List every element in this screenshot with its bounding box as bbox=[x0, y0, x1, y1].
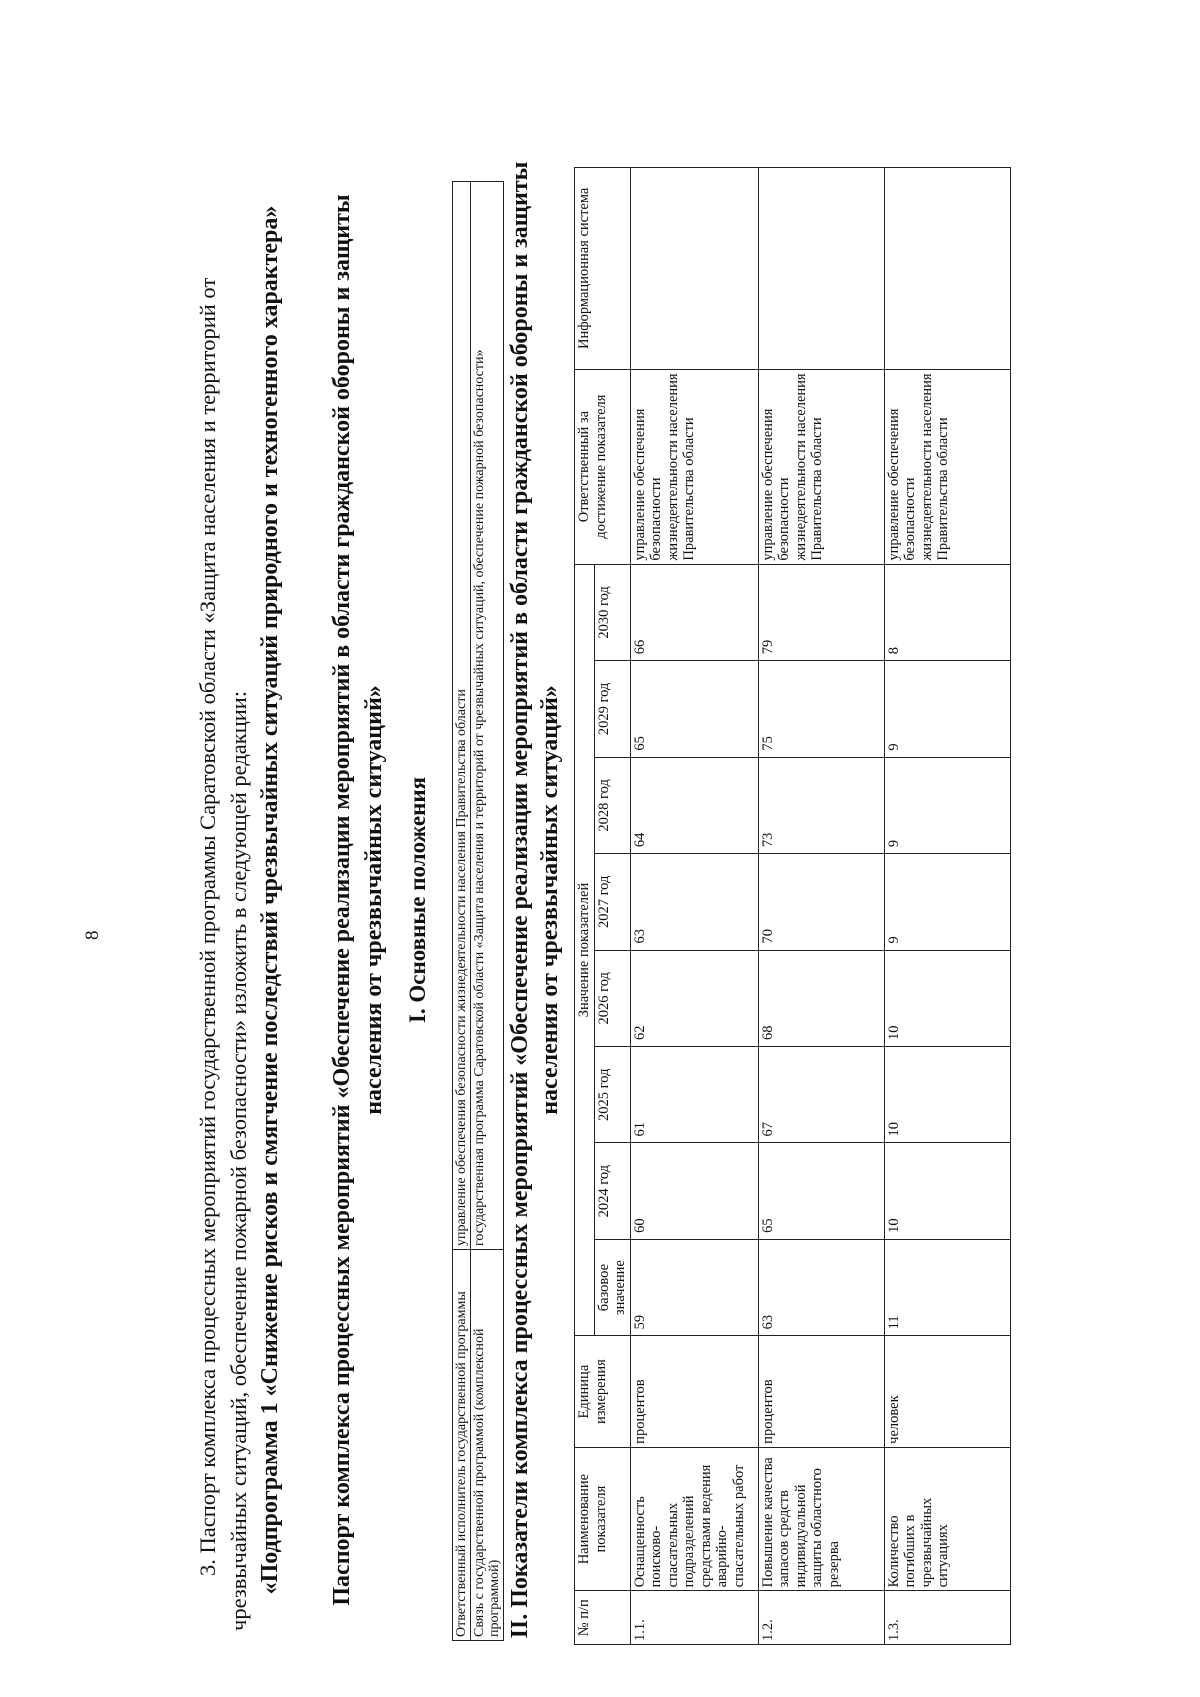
row-name: Оснащенность поисково-спасательных подразделений средствами ведения аварийно-спасательных работ bbox=[630, 1447, 758, 1591]
row-responsible: управление обеспечения безопасности жизнедеятельности населения Правительства области bbox=[758, 369, 884, 564]
row-value: 67 bbox=[758, 1047, 884, 1143]
row-unit: человек bbox=[884, 1336, 1010, 1447]
row-value: 8 bbox=[884, 564, 1010, 661]
row-value: 68 bbox=[758, 950, 884, 1046]
header-name: Наименование показателя bbox=[575, 1447, 631, 1591]
row-value: 62 bbox=[630, 950, 758, 1046]
row-num: 1.2. bbox=[758, 1591, 884, 1645]
page-number: 8 bbox=[82, 930, 103, 940]
row-info-system bbox=[884, 168, 1010, 370]
row-value: 73 bbox=[758, 757, 884, 853]
basics-key: Ответственный исполнитель государственной программы bbox=[453, 1250, 471, 1641]
row-value: 65 bbox=[758, 1143, 884, 1239]
header-year: 2026 год bbox=[594, 950, 630, 1046]
row-num: 1.3. bbox=[884, 1591, 1010, 1645]
table-header-row bbox=[575, 168, 595, 1645]
table-row bbox=[471, 182, 504, 1641]
row-value: 64 bbox=[630, 757, 758, 853]
row-value: 9 bbox=[884, 661, 1010, 757]
row-info-system bbox=[630, 168, 758, 370]
row-value: 63 bbox=[630, 854, 758, 950]
header-year: 2024 год bbox=[594, 1143, 630, 1239]
header-base: базовое значение bbox=[594, 1239, 630, 1335]
row-unit: процентов bbox=[630, 1336, 758, 1447]
row-base: 11 bbox=[884, 1239, 1010, 1335]
header-year: 2028 год bbox=[594, 757, 630, 853]
row-name: Повышение качества запасов средств индивидуальной защиты областного резерва bbox=[758, 1447, 884, 1591]
header-year: 2030 год bbox=[594, 564, 630, 661]
row-responsible: управление обеспечения безопасности жизнедеятельности населения Правительства области bbox=[884, 369, 1010, 564]
row-responsible: управление обеспечения безопасности жизнедеятельности населения Правительства области bbox=[630, 369, 758, 564]
table-row bbox=[884, 168, 1010, 1645]
basics-key: Связь с государственной программой (комплексной программой) bbox=[471, 1250, 504, 1641]
header-values-group: Значение показателей bbox=[575, 564, 595, 1336]
row-info-system bbox=[758, 168, 884, 370]
row-value: 75 bbox=[758, 661, 884, 757]
indicators-table bbox=[574, 167, 1011, 1645]
row-unit: процентов bbox=[758, 1336, 884, 1447]
table-row bbox=[758, 168, 884, 1645]
basics-table bbox=[452, 181, 504, 1641]
row-value: 10 bbox=[884, 1047, 1010, 1143]
passport-title: Паспорт комплекса процессных мероприятий «Обеспечение реализации мероприятий в области гражданской обороны и защиты населения от чрезвычайных ситуаций» bbox=[329, 194, 387, 1606]
header-responsible: Ответственный за достижение показателя bbox=[575, 369, 631, 564]
basics-value: управление обеспечения безопасности жизнедеятельности населения Правительства области bbox=[453, 182, 471, 1250]
header-year: 2025 год bbox=[594, 1047, 630, 1143]
row-value: 61 bbox=[630, 1047, 758, 1143]
section1-title: I. Основные положения bbox=[405, 776, 430, 1024]
intro-paragraph: 3. Паспорт комплекса процессных мероприятий государственной программы Саратовской области «Защита населения и территорий от чрезвычайных ситуаций, обеспечение пожарной безопасности» изложить в следующей редакции: bbox=[195, 277, 251, 1631]
row-value: 70 bbox=[758, 854, 884, 950]
basics-value: государственная программа Саратовской области «Защита населения и территорий от чрезвычайных ситуаций, обеспечение пожарной безопасности» bbox=[471, 182, 504, 1250]
row-base: 63 bbox=[758, 1239, 884, 1335]
header-year: 2029 год bbox=[594, 661, 630, 757]
rotated-page bbox=[82, 155, 1110, 1645]
row-value: 60 bbox=[630, 1143, 758, 1239]
header-info-system: Информационная система bbox=[575, 168, 631, 370]
row-name: Количество погибших в чрезвычайных ситуациях bbox=[884, 1447, 1010, 1591]
row-value: 10 bbox=[884, 1143, 1010, 1239]
row-value: 79 bbox=[758, 564, 884, 661]
header-unit: Единица измерения bbox=[575, 1336, 631, 1447]
header-year: 2027 год bbox=[594, 854, 630, 950]
row-value: 9 bbox=[884, 757, 1010, 853]
table-row bbox=[453, 182, 471, 1641]
section2-title: II. Показатели комплекса процессных мероприятий «Обеспечение реализации мероприятий в области гражданской обороны и защиты населения от чрезвычайных ситуаций» bbox=[507, 161, 563, 1639]
table-row bbox=[630, 168, 758, 1645]
header-num: № п/п bbox=[575, 1591, 631, 1645]
row-base: 59 bbox=[630, 1239, 758, 1335]
row-value: 10 bbox=[884, 950, 1010, 1046]
row-value: 65 bbox=[630, 661, 758, 757]
subprogram-title: «Подпрограмма 1 «Снижение рисков и смягчение последствий чрезвычайных ситуаций природного и техногенного характера» bbox=[257, 205, 283, 1595]
row-value: 66 bbox=[630, 564, 758, 661]
row-num: 1.1. bbox=[630, 1591, 758, 1645]
row-value: 9 bbox=[884, 854, 1010, 950]
